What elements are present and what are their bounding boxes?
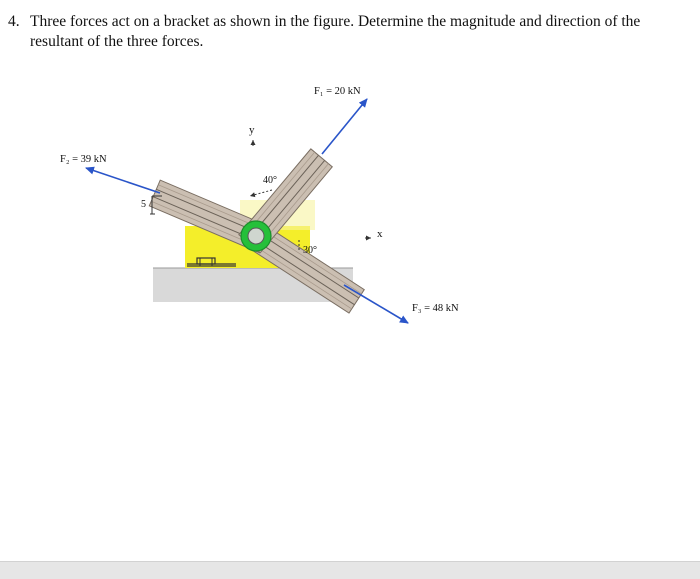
f1-arrow [322,99,367,154]
f3-label: F₃ = 48 kN [412,303,459,314]
angle-30-label: 30° [303,245,317,256]
f1-label: F₁ = 20 kN [314,86,361,97]
bottom-scroll-bar[interactable] [0,561,700,579]
angle-40-arrow [250,190,272,196]
problem-text: Three forces act on a bracket as shown in the figure. Determine the magnitude and direction of the resultant of the three forces. [30,13,641,50]
slope-label: 5 [141,199,146,210]
angle-40-label: 40° [263,175,277,186]
pin-inner [248,228,264,244]
f2-label: F₂ = 39 kN [60,154,107,165]
problem-number: 4. [8,13,20,30]
x-axis-label: x [377,228,383,240]
f2-arrow [86,168,160,193]
y-axis-label: y [249,124,255,136]
